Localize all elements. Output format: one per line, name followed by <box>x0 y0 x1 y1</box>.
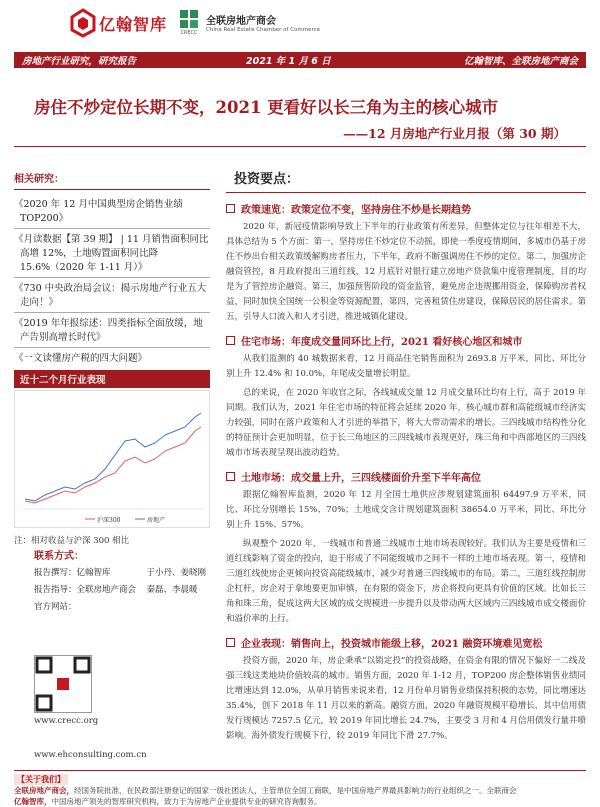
report-subtitle: ——12 月房地产行业月报（第 30 期） <box>343 126 566 141</box>
related-item[interactable]: 《一文读懂房产税的四大问题》 <box>14 353 148 364</box>
bullet-square-icon <box>226 638 235 647</box>
section-paragraph: 2020 年，新冠疫情影响导致上下半年的行业政策有所差异，但整体定位与往年相差不大，具体总结为 5 个方面：第一，坚持房住不炒定位不动摇，即使一季度疫情期间，多城市仍基于房住不炒出台相关政策缓解购房者压力，下半年，政府不断强调房住不炒的定位。第二，加强房企融资管控，8 月政府提出三道红线，12 月底针对银行建立房地产贷款集中度管理制度，目的均是为了管控房企融资。第三，加强预售阶段的资金监管，避免房企违规挪用资金，保障购房者权益，同时加快全国统一公积金等资源配置，第四，完善租赁住房建设，保障居民的居住需求。第五，引导人口流入和人才引进，推进城镇化建设。 <box>226 222 586 322</box>
about-heading: 【关于我们】 <box>14 774 68 785</box>
section-paragraph: 从我们监测的 40 城数据来看，12 月商品住宅销售面积为 2693.8 万平米，同比、环比分别上升 12.4% 和 10.0%，年尾成交量增长明显。 <box>226 354 586 379</box>
contact-key: 官方网站： <box>34 602 77 612</box>
series-line-realestate <box>25 413 201 501</box>
about-crecc-label: 全联房地产商会， <box>14 786 74 795</box>
section-paragraph: 纵观整个 2020 年，一线城市和普通二线城市土地市场表现较好。我们认为主要是疫情和三道红线影响了资金的投向，迫于形成了不同能级城市之间不一样的土地市场表现。第一，疫情和三道红线使房企更倾向投资高能级城市，减少对普通三四线城市的布局。第二，三道红线控制房企杠杆，房企对于拿地要更加审慎，在有限的资金下，房企将投向更具有价值的区域。比如长三角和珠三角，促成这两大区域的成交规模进一步提升以及带动两大区域内三四线城市成交楼面价和溢价率的上行。 <box>226 539 586 624</box>
divider <box>14 312 210 313</box>
section-paragraph: 总的来说，在 2020 年收官之际，各线城成交量 12 月成交量环比均有上行，高于 2019 年同期。我们认为，2021 年住宅市场的特征将会延续 2020 年，核心城市群和高能级城市经济实力较强，同时在落户政策和人才引进的举措下，将大大带动需求的增长。三四线城市结构性分化的特征预计会更加明显，位于长三角地区的三四线城市表现更好，珠三角和中西部地区的三四线城市市场表现呈现出波动趋势。 <box>226 388 586 458</box>
section-title: 土地市场：成交量上升，三四线楼面价升至下半年高位 <box>241 473 481 484</box>
about-us-footer <box>14 770 586 806</box>
crecc-name-cn: 全联房地产商会 <box>206 15 276 27</box>
divider <box>14 228 210 229</box>
qr-code-icon <box>35 656 91 712</box>
section-paragraph: 跟据亿翰智库监测，2020 年 12 月全国土地供应涉规划建筑面积 64497.9 万平米，同比、环比分别增长 15%、70%；土地成交含计规划建筑面积 38654.0 万平米，同比、环比分别上升 15%、57%。 <box>226 490 586 530</box>
brand1-text: 亿翰智库 <box>99 14 168 34</box>
bullet-square-icon <box>226 472 235 481</box>
contact-heading: 联系方式： <box>34 551 84 562</box>
title-divider <box>14 146 586 147</box>
related-item[interactable]: 《月读数据【第 39 期】 | 11 月销售面积同比高增 12%，土地购置面积同比降 15.6%（2020 年 1-11 月）》 <box>14 234 209 273</box>
crecc-logo <box>178 8 320 36</box>
contact-key: 报告撰写： <box>34 568 77 578</box>
performance-chart <box>14 390 210 528</box>
divider <box>14 347 210 348</box>
section-title: 住宅市场：年度成交量同环比上行，2021 看好核心地区和城市 <box>241 337 523 348</box>
invest-divider <box>226 192 586 193</box>
crecc-tag: CRECC <box>180 30 198 36</box>
sidebar <box>14 150 210 546</box>
divider <box>14 277 210 278</box>
section-title: 政策速览：政策定位不变，坚持房住不炒是长期趋势 <box>241 205 471 216</box>
related-research-heading: 相关研究： <box>14 168 210 190</box>
bullet-square-icon <box>226 336 235 345</box>
series-line-hs300 <box>25 427 201 503</box>
crecc-emblem-icon <box>178 8 200 30</box>
qr-code-crecc <box>34 655 92 713</box>
related-item[interactable]: 《2019 年年报综述：四类指标全面放缓，地产告别高增长时代》 <box>14 318 203 343</box>
related-research-list <box>14 190 210 366</box>
section-title: 企业表现：销售向上，投资城市能级上移，2021 融资环境难见宽松 <box>241 639 543 650</box>
investment-highlights <box>226 168 586 744</box>
contact-row <box>34 599 224 616</box>
report-date: 2021 年 1 月 6 日 <box>246 56 331 67</box>
section-heading <box>226 469 586 484</box>
about-eh-text: 中国房地产领先的智库研究机构，致力于为房地产企业提供专业的研究咨询服务。 <box>51 797 322 806</box>
bullet-square-icon <box>226 204 235 213</box>
legend-label-realestate: 房地产 <box>147 517 166 524</box>
section-heading <box>226 201 586 216</box>
contact-names: 于小丹、姜晓刚 <box>146 568 207 578</box>
about-eh-label: 亿翰智库， <box>14 797 52 806</box>
contact-org: 亿翰智库 <box>76 568 111 578</box>
report-category: 房地产行业研究，研究报告 <box>22 56 137 67</box>
legend-label-hs300: 沪深300 <box>97 517 121 524</box>
contact-row <box>34 565 224 582</box>
contact-row <box>34 582 224 599</box>
report-publishers: 亿翰智库、全联房地产商会 <box>463 56 578 67</box>
performance-chart-svg <box>15 391 209 527</box>
qr-code-ehconsulting-spacer <box>34 728 92 752</box>
contact-info <box>34 548 224 616</box>
report-topbar <box>14 52 586 68</box>
ehconsulting-logo <box>70 8 167 38</box>
related-item[interactable]: 《2020 年 12 月中国典型房企销售业绩 TOP200》 <box>14 199 183 224</box>
invest-heading: 投资要点： <box>234 172 300 187</box>
crecc-name-en: China Real Estate Chamber of Commerce <box>206 26 321 33</box>
ehconsulting-logo-icon <box>70 8 96 38</box>
website-ehconsulting[interactable]: www.ehconsulting.com.cn <box>34 750 147 760</box>
report-title: 房住不炒定位长期不变，2021 更看好以长三角为主的核心城市 <box>34 98 499 117</box>
contact-names: 秦磊、李晨暖 <box>146 585 198 595</box>
website-crecc[interactable]: www.crecc.org <box>34 716 99 726</box>
related-item[interactable]: 《730 中央政治局会议：揭示房地产行业五大走向！》 <box>14 283 207 308</box>
section-heading <box>226 635 586 650</box>
contact-org: 全联房地产商会 <box>76 585 137 595</box>
chart-note: 注：相对收益与沪深 300 相比 <box>14 536 130 546</box>
about-crecc-text: 经国务院批准，在民政部注册登记的国家一级社团法人，主管单位全国工商联，是中国房地产界最具影响力的行业组织之一。全联商会 <box>74 786 517 795</box>
chart-heading: 近十二个月行业表现 <box>14 370 210 388</box>
section-paragraph: 投资方面，2020 年，房企秉承“以销定投”的投资战略，在资金有限的情况下偏好一二线及强三线这类地块价值较高的城市。销售方面，2020 年 1-12 月，TOP200 房企整体销售业绩同比增速达到 12.0%，从单月销售来说来看，12 月份单月销售业绩保持积极的态势，同比增速达 35.4%，创下 2018 年 11 月以来的新高。融资方面，2020 年融资规模平稳增长，其中信用债发行规模达 7257.5 亿元，较 2019 年同比增长 24.7%，主要受 3 月和 4 月信用债发行量井喷影响。海外债发行规模下行，较 2019 年同比下滑 27.7%。 <box>226 656 587 741</box>
contact-key: 报告指导： <box>34 585 77 595</box>
section-heading <box>226 333 586 348</box>
